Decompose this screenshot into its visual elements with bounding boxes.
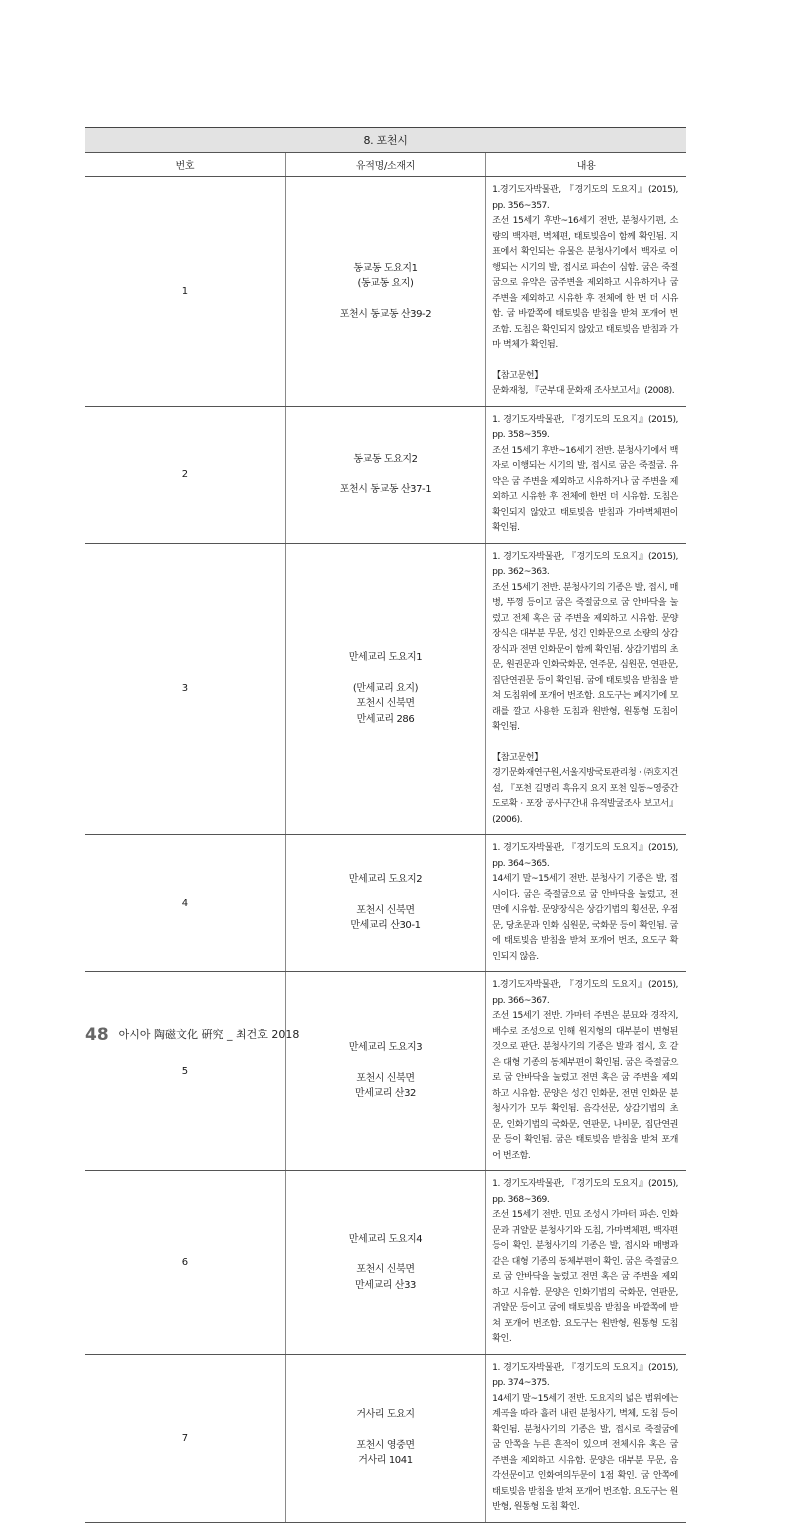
content-cell — [486, 406, 686, 543]
table-title-row — [85, 128, 686, 153]
content-paragraph: 【참고문헌】 — [492, 752, 543, 763]
table-row — [85, 972, 686, 1171]
row-number: 3 — [85, 543, 285, 835]
content-cell — [486, 543, 686, 835]
header-content: 내용 — [486, 153, 686, 177]
site-line: 만세교리 도요지3 — [348, 1042, 423, 1054]
content-paragraph: 문화재청, 『군부대 문화재 조사보고서』(2008). — [492, 386, 675, 396]
content-paragraph: 조선 15세기 전반. 분청사기의 기종은 발, 접시, 매병, 뚜껑 등이고 굽은 죽절굽으로 굽 안바닥을 눌렀고 전체 혹은 굽 주변을 제외하고 시유함. 문양장식은 대부분 무문, 성긴 인화문으로 소량의 상감장식과 전면 인화문이 함께 확인됨. 상감기법의 초문, 원권문과 인화국화문, 연주문, 심원문, 연판문, 집단연권문 등이 확인됨. 굽에 태토빚음 받침을 받쳐 도침위에 포개어 번조함. 요도구는 폐지기에 모래를 깔고 사용한 도침과 원반형, 원통형 도침이 확인됨. — [492, 582, 678, 732]
site-line: 거사리 1041 — [358, 1455, 413, 1467]
table-row — [85, 406, 686, 543]
content-paragraph: 1. 경기도자박물관, 『경기도의 도요지』(2015), pp. 362~363. — [492, 551, 678, 577]
row-number: 1 — [85, 177, 285, 407]
site-cell — [285, 1171, 485, 1355]
site-line: 포천시 영중면 — [356, 1439, 415, 1451]
site-cell — [285, 835, 485, 972]
content-cell — [486, 972, 686, 1171]
content-paragraph: 조선 15세기 전반. 민묘 조성시 가마터 파손. 인화문과 귀얄문 분청사기와 도침, 가마벽체편, 백자편 등이 확인. 분청사기의 기종은 발, 접시와 매병과 같은 대형 기종의 동체부편이 확인. 굽은 죽절굽으로 굽 안바닥을 눌렀고 전면 혹은 굽 주변을 제외하고 시유함. 문양은 인화기법의 국화문, 연판문, 귀얄문 등이고 굽에 태토빚음 받침을 바깥쪽에 받쳐 포개어 번조함. 요도구는 원반형, 원통형 도침 확인. — [492, 1210, 678, 1344]
site-line: 포천시 신북면 — [356, 904, 415, 916]
site-line: 만세교리 산33 — [354, 1279, 416, 1291]
table-row — [85, 1354, 686, 1522]
site-line: 만세교리 도요지4 — [348, 1233, 423, 1245]
site-line: 포천시 동교동 산39-2 — [339, 308, 432, 320]
content-paragraph: 14세기 말~15세기 전반. 분청사기 기종은 발, 접시이다. 굽은 죽절굽으로 굽 안바닥을 눌렀고, 전면에 시유함. 문양장식은 상감기법의 횡선문, 우점문, 당초문과 인화 심원문, 국화문 등이 확인됨. 굽에 태토빚음 받침을 받쳐 포개어 번조, 요도구 확인되지 않음. — [492, 874, 678, 962]
page-number: 48 — [85, 1025, 109, 1045]
site-line: 동교동 도요지2 — [353, 453, 418, 465]
site-line: 만세교리 286 — [356, 713, 415, 725]
content-paragraph: 1. 경기도자박물관, 『경기도의 도요지』(2015), pp. 358~359. — [492, 414, 678, 440]
content-paragraph: 【참고문헌】 — [492, 370, 543, 381]
site-line: 만세교리 도요지1 — [348, 652, 423, 664]
site-line: 거사리 도요지 — [356, 1409, 415, 1421]
content-paragraph: 1.경기도자박물관, 『경기도의 도요지』(2015), pp. 356~357. — [492, 185, 678, 211]
content-paragraph: 1. 경기도자박물관, 『경기도의 도요지』(2015), pp. 374~375. — [492, 1362, 678, 1388]
site-cell — [285, 543, 485, 835]
row-number: 4 — [85, 835, 285, 972]
row-number: 6 — [85, 1171, 285, 1355]
table-row — [85, 835, 686, 972]
table-title: 8. 포천시 — [85, 128, 686, 153]
site-cell — [285, 972, 485, 1171]
site-line: 만세교리 산32 — [354, 1088, 416, 1100]
header-num: 번호 — [85, 153, 285, 177]
content-paragraph: 1.경기도자박물관, 『경기도의 도요지』(2015), pp. 366~367. — [492, 980, 678, 1006]
site-line: 포천시 동교동 산37-1 — [339, 484, 432, 495]
site-line: 만세교리 도요지2 — [348, 874, 423, 886]
site-line: 만세교리 산30-1 — [350, 920, 421, 932]
site-line: (만세교리 요지) — [352, 682, 419, 694]
content-cell — [486, 1354, 686, 1522]
table-row — [85, 1171, 686, 1355]
row-number: 2 — [85, 406, 285, 543]
footer-text: 아시아 陶磁文化 硏究 _ 최건호 2018 — [118, 1028, 300, 1041]
site-cell — [285, 406, 485, 543]
kiln-site-table — [85, 127, 686, 1523]
content-cell — [486, 1171, 686, 1355]
document-page — [85, 127, 686, 1523]
content-paragraph: 14세기 말~15세기 전반. 도요지의 넓은 범위에는 계곡을 따라 흘러 내린 분청사기, 벽체, 도침 등이 확인됨. 분청사기의 기종은 발, 접시로 죽절굽에 굽 안쪽을 누른 흔적이 있으며 전체시유 혹은 굽 주변을 제외하고 시유함. 문양은 대부분 무문, 음각선문이고 인화여의두문이 1점 확인. 굽 안쪽에 태토빚음 받침을 받쳐 포개어 번조함. 요도구는 원반형, 원통형 도침 확인. — [492, 1393, 678, 1512]
table-row — [85, 177, 686, 407]
content-paragraph: 조선 15세기 후반~16세기 전반, 분청사기편, 소량의 백자편, 벽체편, 태토빚음이 함께 확인됨. 지표에서 확인되는 유물은 분청사기에서 백자로 이행되는 시기의 발, 접시로 파손이 심함. 굽은 죽절굽으로 유약은 굽주변을 제외하고 시유하거나 굽 주변을 제외하고 시유한 후 전체에 한 번 더 시유함. 굽 바깥쪽에 태토빚음 받침을 받쳐 포개어 번조함. 도침은 확인되지 않았고 태토빚음 받침과 가마 벽체가 확인됨. — [492, 216, 678, 350]
content-cell — [486, 177, 686, 407]
content-paragraph: 1. 경기도자박물관, 『경기도의 도요지』(2015), pp. 364~365. — [492, 843, 678, 869]
table-header-row — [85, 153, 686, 177]
content-cell — [486, 835, 686, 972]
site-line: 포천시 신북면 — [356, 1072, 415, 1084]
site-line: (동교동 요지) — [357, 278, 414, 289]
content-paragraph: 조선 15세기 후반~16세기 전반. 분청사기에서 백자로 이행되는 시기의 발, 접시로 굽은 죽절굽. 유약은 굽 주변을 제외하고 시유하거나 굽 주변을 제외하고 시유한 후 전체에 한번 더 시유함. 도침은 확인되지 않았고 태토빚음 받침과 가마벽체편이 확인됨. — [492, 445, 678, 533]
header-site: 유적명/소재지 — [285, 153, 485, 177]
site-line: 포천시 신북면 — [356, 698, 415, 710]
content-paragraph: 경기문화재연구원,서울지방국토관리청 · ㈜호지건설, 『포천 길명리 흑유지 요지 포천 일동~영중간 도로확 · 포장 공사구간내 유적발굴조사 보고서』(2006). — [492, 768, 678, 825]
table-row — [85, 543, 686, 835]
page-footer — [85, 1025, 299, 1045]
content-paragraph: 1. 경기도자박물관, 『경기도의 도요지』(2015), pp. 368~369. — [492, 1179, 678, 1205]
site-cell — [285, 177, 485, 407]
site-cell — [285, 1354, 485, 1522]
site-line: 포천시 신북면 — [356, 1264, 415, 1275]
site-line: 동교동 도요지1 — [353, 262, 418, 274]
row-number: 7 — [85, 1354, 285, 1522]
row-number: 5 — [85, 972, 285, 1171]
content-paragraph: 조선 15세기 전반. 가마터 주변은 분묘와 경작지, 배수로 조성으로 인해 원지형의 대부분이 변형된 것으로 판단. 분청사기의 기종은 발과 접시, 호 같은 대형 기종의 동체부편이 확인됨. 굽은 죽절굽으로 굽 안바닥을 눌렀고 전면 혹은 굽 주변을 제외하고 시유함. 문양은 성긴 인화문, 전면 인화문 분청사기가 모두 확인됨. 음각선문, 상감기법의 초문, 인화기법의 국화문, 연판문, 나비문, 집단연권문 등이 확인됨. 굽은 태토빚음 받침을 받쳐 포개어 번조함. — [492, 1011, 678, 1161]
